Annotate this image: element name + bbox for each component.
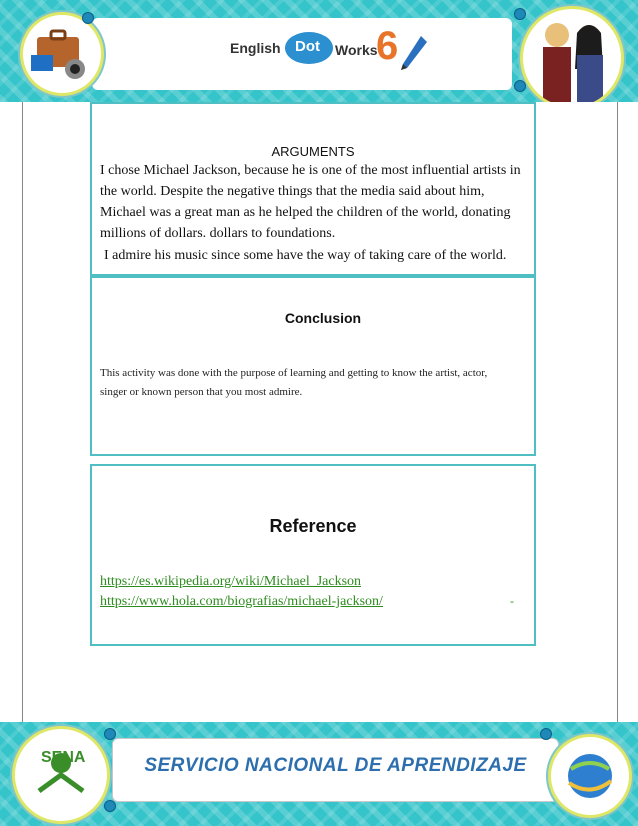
conclusion-text: This activity was done with the purpose of learning and getting to know the artist, actor, singer or known person that you most admire. bbox=[100, 367, 488, 398]
reference-title: Reference bbox=[269, 516, 357, 536]
briefcase-emblem bbox=[20, 12, 104, 96]
arguments-paragraph: I admire his music since some have the way of taking care of the world. bbox=[104, 248, 507, 263]
globe-emblem bbox=[548, 734, 632, 818]
students-illustration bbox=[523, 9, 621, 107]
band-dot bbox=[104, 800, 116, 812]
students-emblem bbox=[520, 6, 624, 110]
arguments-title: ARGUMENTS bbox=[271, 144, 355, 159]
reference-box bbox=[90, 464, 536, 646]
reference-trailing-mark: - bbox=[510, 594, 514, 608]
sena-logo-text: SENA bbox=[41, 749, 86, 766]
logo-number: 6 bbox=[376, 24, 399, 68]
arguments-paragraph: I chose Michael Jackson, because he is one of the most influential artists in the world. Despite the negative things that the media said about him, Michael was a great man as he helped the children of the world, donating millions of dollars. dollars to foundations. bbox=[100, 163, 521, 241]
logo-word-works: Works bbox=[335, 42, 378, 58]
footer-banner bbox=[112, 738, 559, 802]
band-dot bbox=[514, 80, 526, 92]
band-dot bbox=[540, 728, 552, 740]
logo-word-dot: Dot bbox=[295, 38, 320, 55]
arguments-box bbox=[90, 102, 536, 276]
sena-logo-icon bbox=[15, 729, 107, 821]
header-banner bbox=[92, 18, 512, 90]
pencil-icon bbox=[397, 34, 429, 74]
band-dot bbox=[104, 728, 116, 740]
conclusion-title: Conclusion bbox=[284, 310, 362, 326]
band-dot bbox=[514, 8, 526, 20]
briefcase-icon bbox=[23, 15, 101, 93]
footer-title: SERVICIO NACIONAL DE APRENDIZAJE bbox=[144, 755, 527, 776]
conclusion-box bbox=[90, 276, 536, 456]
reference-link-hola[interactable]: https://www.hola.com/biografias/michael-jackson/ bbox=[100, 594, 383, 609]
reference-link-wikipedia[interactable]: https://es.wikipedia.org/wiki/Michael_Jackson bbox=[100, 574, 362, 589]
sena-emblem bbox=[12, 726, 110, 824]
band-dot bbox=[82, 12, 94, 24]
logo-word-english: English bbox=[230, 40, 281, 56]
globe-icon bbox=[551, 737, 629, 815]
